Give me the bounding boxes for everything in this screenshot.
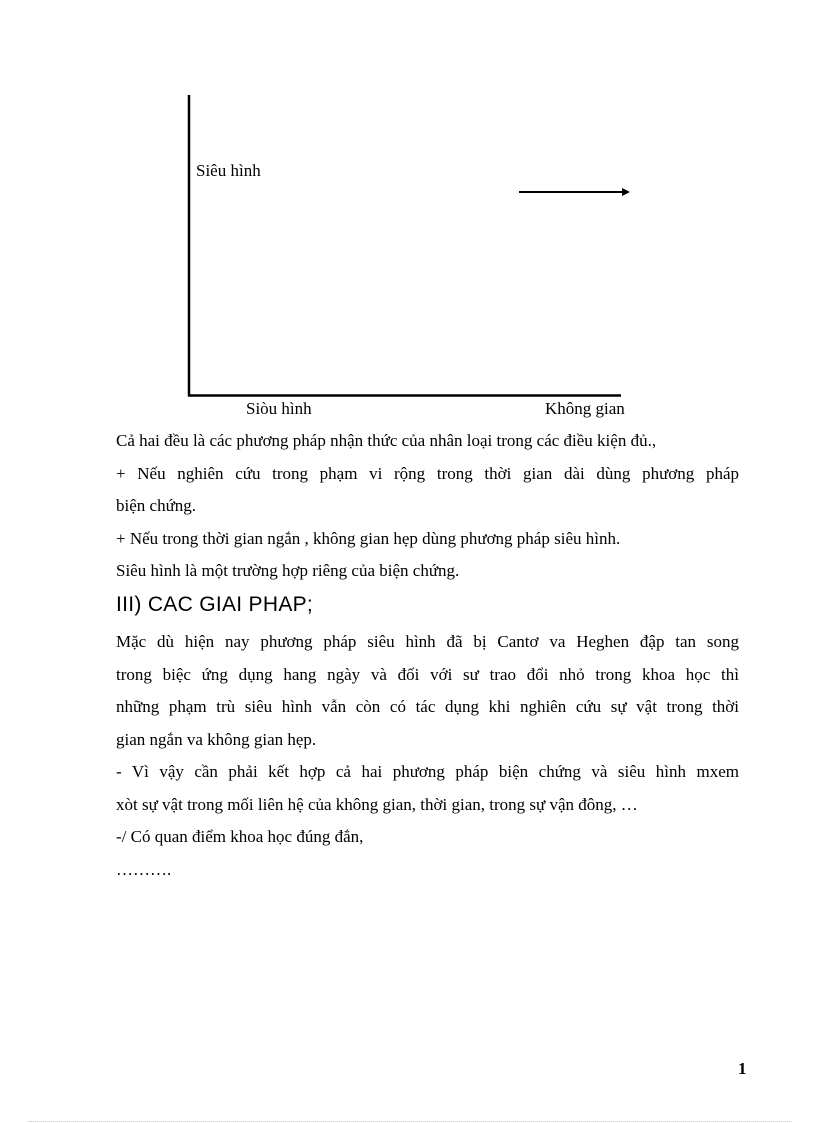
section-body — [116, 626, 739, 886]
paragraph-conclusion: Cả hai đều là các phương pháp nhận thức của nhân loại trong các điều kiện đủ., — [116, 431, 657, 450]
diagram-label-bottom-left: Siòu hình — [246, 399, 312, 418]
page-number: 1 — [738, 1059, 747, 1078]
section-ellipsis: ………. — [116, 859, 172, 879]
section-paragraph-1-line4: gian ngắn va không gian hẹp. — [116, 729, 317, 749]
paragraph-plus-2: + Nếu trong thời gian ngắn , không gian hẹp dùng phương pháp siêu hình. — [116, 528, 621, 548]
diagram-label-top: Siêu hình — [196, 161, 261, 180]
diagram-label-bottom-right: Không gian — [545, 399, 625, 418]
section-paragraph-2-line1: - Vì vậy cần phải kết hợp cả hai phương pháp biện chứng và siêu hình mxem — [116, 762, 739, 781]
diagram-axes — [0, 0, 816, 420]
section-heading: III) CAC GIAI PHAP; — [116, 593, 314, 616]
arrow-head — [622, 188, 630, 196]
section-paragraph-1-line3: những phạm trù siêu hình vẫn còn có tác dụng khi nghiên cứu sự vật trong thời — [116, 697, 739, 716]
paragraph-plus-1-line1: + Nếu nghiên cứu trong phạm vi rộng trong thời gian dài dùng phương pháp — [116, 463, 739, 483]
paragraph-special-case: Siêu hình là một trường hợp riêng của biện chứng. — [116, 561, 460, 580]
section-paragraph-2-line2: xòt sự vật trong mối liên hệ của không gian, thời gian, trong sự vận đông, … — [116, 794, 638, 814]
body-block — [116, 425, 739, 588]
section-paragraph-1-line2: trong biệc ứng dụng hang ngày và đối với sư trao đổi nhỏ trong khoa học thì — [116, 664, 739, 684]
footer-divider — [28, 1121, 792, 1122]
paragraph-plus-1-line2: biện chứng. — [116, 496, 197, 515]
section-paragraph-3: -/ Có quan điểm khoa học đúng đắn, — [116, 827, 364, 846]
section-paragraph-1-line1: Mặc dù hiện nay phương pháp siêu hình đã bị Cantơ va Heghen đập tan song — [116, 632, 739, 651]
